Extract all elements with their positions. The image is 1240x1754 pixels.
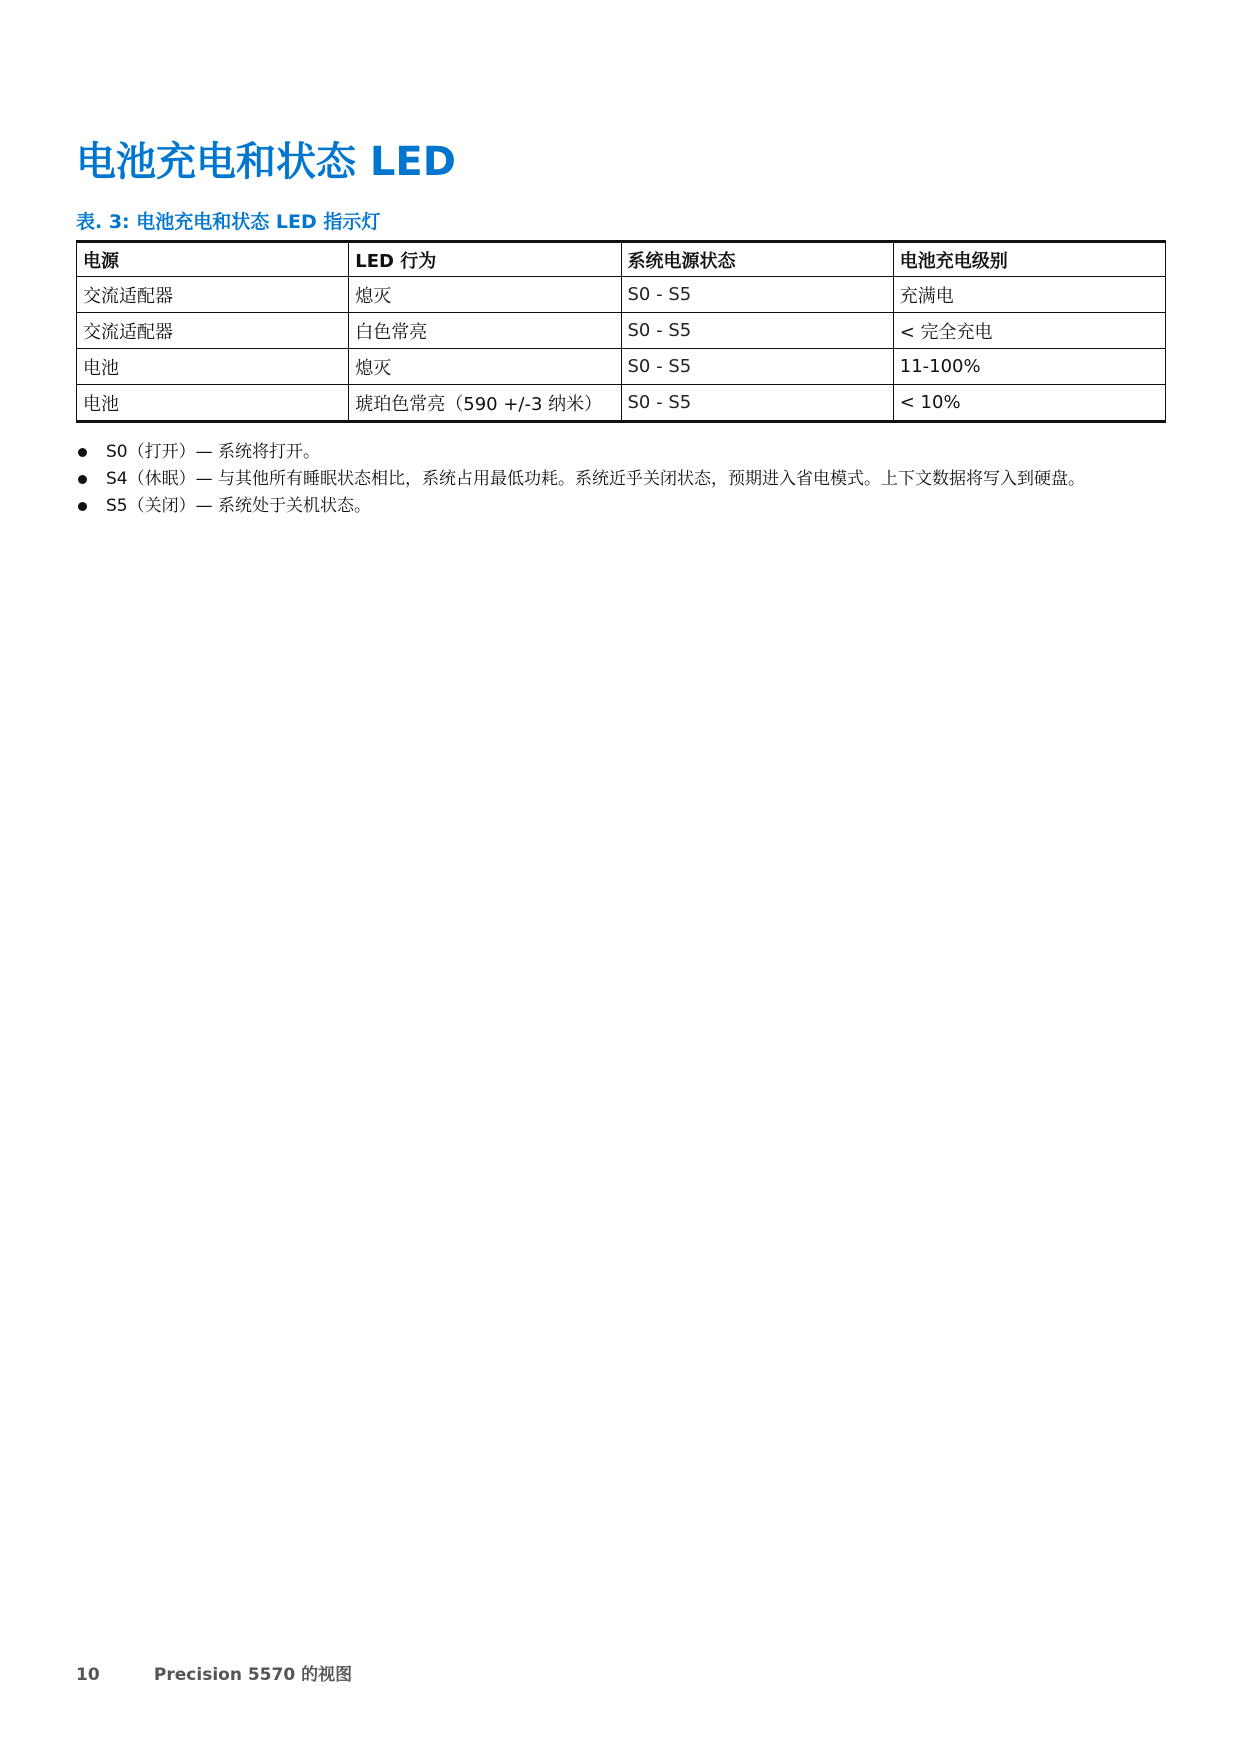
table-header-row [77,242,1166,277]
cell-power-source: 电池 [77,349,349,385]
column-header-led-behavior: LED 行为 [349,242,621,277]
cell-power-source: 交流适配器 [77,277,349,313]
cell-led-behavior: 琥珀色常亮（590 +/-3 纳米） [349,385,621,422]
cell-power-state: S0 - S5 [621,313,893,349]
list-item [76,494,1166,518]
page-number: 10 [76,1665,100,1685]
column-header-power-source: 电源 [77,242,349,277]
list-item [76,440,1166,464]
cell-charge-level: < 10% [893,385,1165,422]
cell-charge-level: 充满电 [893,277,1165,313]
page-title: 电池充电和状态 LED [76,139,456,185]
column-header-system-power-state: 系统电源状态 [621,242,893,277]
table-row [77,385,1166,422]
footer-section-title: Precision 5570 的视图 [153,1665,353,1685]
note-text: S0（打开）— 系统将打开。 [106,442,321,462]
table-row [77,349,1166,385]
power-state-notes [76,440,1166,521]
cell-charge-level: < 完全充电 [893,313,1165,349]
bullet-icon [78,502,87,511]
note-text: S4（休眠）— 与其他所有睡眠状态相比，系统占用最低功耗。系统近乎关闭状态，预期进入省电模式。上下文数据将写入到硬盘。 [106,469,1086,489]
cell-led-behavior: 熄灭 [349,349,621,385]
bullet-icon [78,475,87,484]
cell-power-source: 电池 [77,385,349,422]
table-row [77,313,1166,349]
bullet-icon [78,448,87,457]
cell-power-state: S0 - S5 [621,349,893,385]
led-status-table [76,240,1166,423]
cell-charge-level: 11-100% [893,349,1165,385]
page-footer [76,1660,352,1685]
cell-power-source: 交流适配器 [77,313,349,349]
cell-power-state: S0 - S5 [621,277,893,313]
cell-led-behavior: 熄灭 [349,277,621,313]
note-text: S5（关闭）— 系统处于关机状态。 [106,496,372,516]
list-item [76,467,1166,491]
table-row [77,277,1166,313]
column-header-battery-charge-level: 电池充电级别 [893,242,1165,277]
table-caption: 表. 3: 电池充电和状态 LED 指示灯 [76,211,381,233]
cell-led-behavior: 白色常亮 [349,313,621,349]
cell-power-state: S0 - S5 [621,385,893,422]
